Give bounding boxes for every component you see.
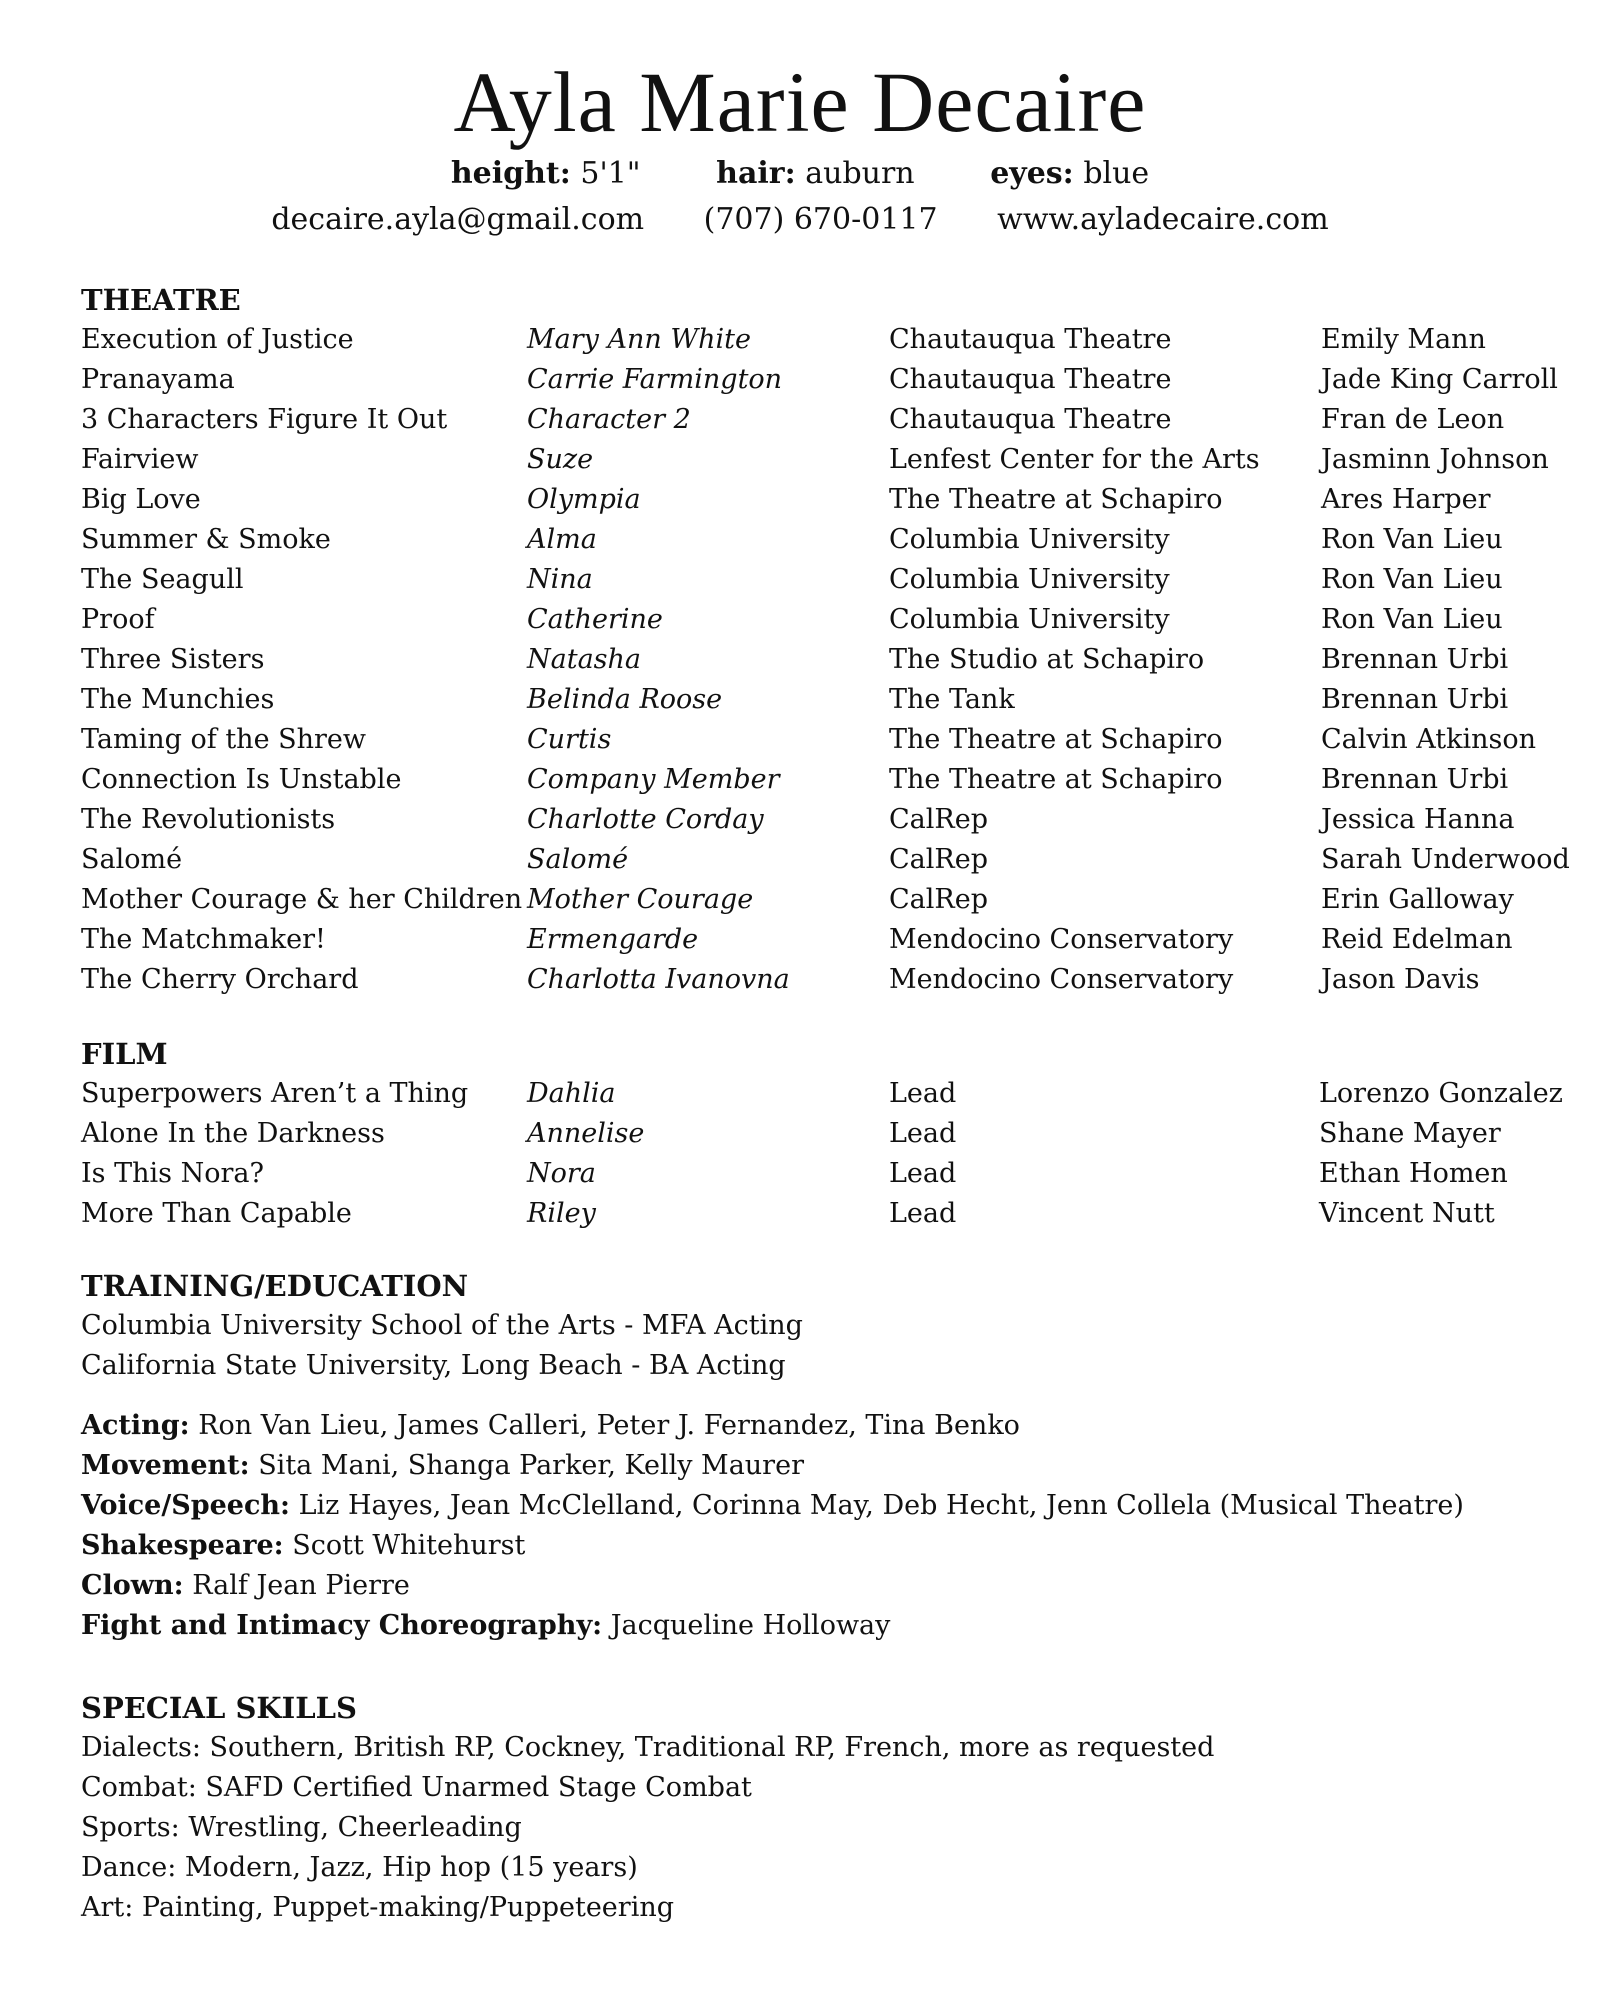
teacher-label: Shakespeare: xyxy=(81,1530,284,1561)
director: Erin Galloway xyxy=(1321,884,1514,915)
role: Ermengarde xyxy=(527,924,699,955)
production-title: Mother Courage & her Children xyxy=(81,884,523,915)
skills-section xyxy=(81,1688,1561,1928)
teacher-line xyxy=(81,1566,1561,1606)
role: Curtis xyxy=(527,724,612,755)
credit-row xyxy=(81,360,1561,400)
credit-row xyxy=(81,800,1561,840)
venue: CalRep xyxy=(889,884,988,915)
credit-row xyxy=(81,1194,1561,1234)
teacher-line xyxy=(81,1446,1561,1486)
production-title: Alone In the Darkness xyxy=(81,1118,385,1149)
venue: The Studio at Schapiro xyxy=(889,644,1205,675)
credit-row xyxy=(81,880,1561,920)
role: Character 2 xyxy=(527,404,691,435)
director: Brennan Urbi xyxy=(1321,684,1509,715)
venue: The Theatre at Schapiro xyxy=(889,724,1223,755)
role: Charlotta Ivanovna xyxy=(527,964,790,995)
school-item: California State University, Long Beach - BA Acting xyxy=(81,1350,786,1381)
venue: Mendocino Conservatory xyxy=(889,924,1234,955)
role: Nina xyxy=(527,564,593,595)
theatre-credits xyxy=(81,320,1570,1000)
credit-row xyxy=(81,720,1561,760)
height-label: height: xyxy=(450,156,571,191)
role: Riley xyxy=(527,1198,596,1229)
production-title: Proof xyxy=(81,604,155,635)
director: Brennan Urbi xyxy=(1321,644,1509,675)
credit-row xyxy=(81,1114,1561,1154)
production-title: The Cherry Orchard xyxy=(81,964,359,995)
skill-item: Art: Painting, Puppet-making/Puppeteering xyxy=(81,1892,674,1923)
hair-label: hair: xyxy=(716,156,796,191)
credit-row xyxy=(81,600,1561,640)
production-title: Execution of Justice xyxy=(81,324,354,355)
school-item: Columbia University School of the Arts - MFA Acting xyxy=(81,1310,803,1341)
credit-row xyxy=(81,920,1561,960)
credit-row xyxy=(81,760,1561,800)
director: Sarah Underwood xyxy=(1321,844,1570,875)
production-title: The Matchmaker! xyxy=(81,924,326,955)
production-title: The Revolutionists xyxy=(81,804,336,835)
director: Calvin Atkinson xyxy=(1321,724,1537,755)
venue: Mendocino Conservatory xyxy=(889,964,1234,995)
teacher-line xyxy=(81,1406,1561,1446)
teacher-label: Voice/Speech: xyxy=(81,1490,290,1521)
production-title: Superpowers Aren’t a Thing xyxy=(81,1078,469,1109)
physical-stats xyxy=(0,152,1600,196)
venue: The Theatre at Schapiro xyxy=(889,764,1223,795)
eyes-value: blue xyxy=(1083,156,1150,191)
production-title: More Than Capable xyxy=(81,1198,352,1229)
film-section xyxy=(81,1034,1561,1234)
production-title: Three Sisters xyxy=(81,644,265,675)
teacher-line xyxy=(81,1486,1561,1526)
production-title: 3 Characters Figure It Out xyxy=(81,404,448,435)
venue: Chautauqua Theatre xyxy=(889,324,1172,355)
credit-row xyxy=(81,520,1561,560)
role: Mary Ann White xyxy=(527,324,751,355)
skill-item: Dialects: Southern, British RP, Cockney, Traditional RP, French, more as requested xyxy=(81,1732,1215,1763)
director: Ethan Homen xyxy=(1319,1158,1508,1189)
credit-row xyxy=(81,440,1561,480)
venue: Lead xyxy=(889,1078,957,1109)
teacher-names: Jacqueline Holloway xyxy=(610,1610,891,1641)
venue: CalRep xyxy=(889,804,988,835)
venue: Chautauqua Theatre xyxy=(889,404,1172,435)
teacher-label: Fight and Intimacy Choreography: xyxy=(81,1610,603,1641)
production-title: Is This Nora? xyxy=(81,1158,264,1189)
credit-row xyxy=(81,400,1561,440)
venue: The Theatre at Schapiro xyxy=(889,484,1223,515)
contact-info xyxy=(0,198,1600,242)
credit-row xyxy=(81,680,1561,720)
skill-item: Sports: Wrestling, Cheerleading xyxy=(81,1812,522,1843)
credit-row xyxy=(81,560,1561,600)
section-title: THEATRE xyxy=(81,283,241,317)
venue: Chautauqua Theatre xyxy=(889,364,1172,395)
teacher-names: Liz Hayes, Jean McClelland, Corinna May, Deb Hecht, Jenn Collela (Musical Theatre) xyxy=(298,1490,1464,1521)
venue: Lead xyxy=(889,1198,957,1229)
role: Dahlia xyxy=(527,1078,616,1109)
director: Fran de Leon xyxy=(1321,404,1505,435)
director: Shane Mayer xyxy=(1319,1118,1501,1149)
director: Lorenzo Gonzalez xyxy=(1319,1078,1563,1109)
venue: Lead xyxy=(889,1158,957,1189)
credit-row xyxy=(81,320,1561,360)
director: Ron Van Lieu xyxy=(1321,564,1503,595)
role: Suze xyxy=(527,444,594,475)
role: Alma xyxy=(527,524,597,555)
teacher-label: Acting: xyxy=(81,1410,190,1441)
role: Natasha xyxy=(527,644,642,675)
role: Nora xyxy=(527,1158,596,1189)
teacher-line xyxy=(81,1526,1561,1566)
section-title: FILM xyxy=(81,1037,168,1071)
director: Ron Van Lieu xyxy=(1321,524,1503,555)
training-section xyxy=(81,1266,1561,1646)
theatre-section xyxy=(81,280,1570,1000)
director: Vincent Nutt xyxy=(1319,1198,1495,1229)
production-title: Summer & Smoke xyxy=(81,524,331,555)
role: Olympia xyxy=(527,484,641,515)
production-title: The Munchies xyxy=(81,684,275,715)
venue: Columbia University xyxy=(889,604,1170,635)
phone-number: (707) 670-0117 xyxy=(703,202,938,237)
director: Jason Davis xyxy=(1321,964,1480,995)
height-stat xyxy=(451,152,641,196)
credit-row xyxy=(81,480,1561,520)
film-credits xyxy=(81,1074,1561,1234)
director: Jade King Carroll xyxy=(1321,364,1558,395)
role: Catherine xyxy=(527,604,663,635)
hair-stat xyxy=(716,152,914,196)
venue: Columbia University xyxy=(889,524,1170,555)
credit-row xyxy=(81,1154,1561,1194)
spacer xyxy=(81,1386,1561,1406)
director: Ron Van Lieu xyxy=(1321,604,1503,635)
skill-item: Dance: Modern, Jazz, Hip hop (15 years) xyxy=(81,1852,638,1883)
credit-row xyxy=(81,960,1561,1000)
production-title: Connection Is Unstable xyxy=(81,764,402,795)
role: Salomé xyxy=(527,844,629,875)
skill-item: Combat: SAFD Certified Unarmed Stage Combat xyxy=(81,1772,752,1803)
venue: The Tank xyxy=(889,684,1015,715)
venue: Lead xyxy=(889,1118,957,1149)
credit-row xyxy=(81,840,1570,880)
hair-value: auburn xyxy=(805,156,915,191)
production-title: Taming of the Shrew xyxy=(81,724,367,755)
teacher-names: Ron Van Lieu, James Calleri, Peter J. Fernandez, Tina Benko xyxy=(198,1410,1020,1441)
role: Carrie Farmington xyxy=(527,364,783,395)
production-title: Salomé xyxy=(81,844,183,875)
teacher-names: Sita Mani, Shanga Parker, Kelly Maurer xyxy=(258,1450,804,1481)
role: Belinda Roose xyxy=(527,684,723,715)
production-title: Fairview xyxy=(81,444,199,475)
director: Jasminn Johnson xyxy=(1321,444,1549,475)
teacher-label: Movement: xyxy=(81,1450,250,1481)
production-title: Pranayama xyxy=(81,364,235,395)
role: Annelise xyxy=(527,1118,645,1149)
teacher-names: Scott Whitehurst xyxy=(292,1530,526,1561)
teacher-label: Clown: xyxy=(81,1570,184,1601)
director: Jessica Hanna xyxy=(1321,804,1515,835)
role: Charlotte Corday xyxy=(527,804,764,835)
eyes-label: eyes: xyxy=(990,156,1074,191)
director: Emily Mann xyxy=(1321,324,1486,355)
actor-name: Ayla Marie Decaire xyxy=(453,54,1147,150)
teacher-line xyxy=(81,1606,1561,1646)
eyes-stat xyxy=(990,152,1149,196)
height-value: 5'1" xyxy=(580,156,641,191)
production-title: Big Love xyxy=(81,484,201,515)
credit-row xyxy=(81,1074,1561,1114)
section-title: SPECIAL SKILLS xyxy=(81,1691,357,1725)
role: Company Member xyxy=(527,764,780,795)
production-title: The Seagull xyxy=(81,564,244,595)
director: Brennan Urbi xyxy=(1321,764,1509,795)
website-link[interactable]: www.ayladecaire.com xyxy=(997,202,1329,237)
email-link[interactable]: decaire.ayla@gmail.com xyxy=(271,202,645,237)
role: Mother Courage xyxy=(527,884,754,915)
venue: Columbia University xyxy=(889,564,1170,595)
venue: CalRep xyxy=(889,844,988,875)
director: Reid Edelman xyxy=(1321,924,1513,955)
section-title: TRAINING/EDUCATION xyxy=(81,1269,469,1303)
teacher-names: Ralf Jean Pierre xyxy=(192,1570,410,1601)
credit-row xyxy=(81,640,1561,680)
director: Ares Harper xyxy=(1321,484,1491,515)
venue: Lenfest Center for the Arts xyxy=(889,444,1260,475)
